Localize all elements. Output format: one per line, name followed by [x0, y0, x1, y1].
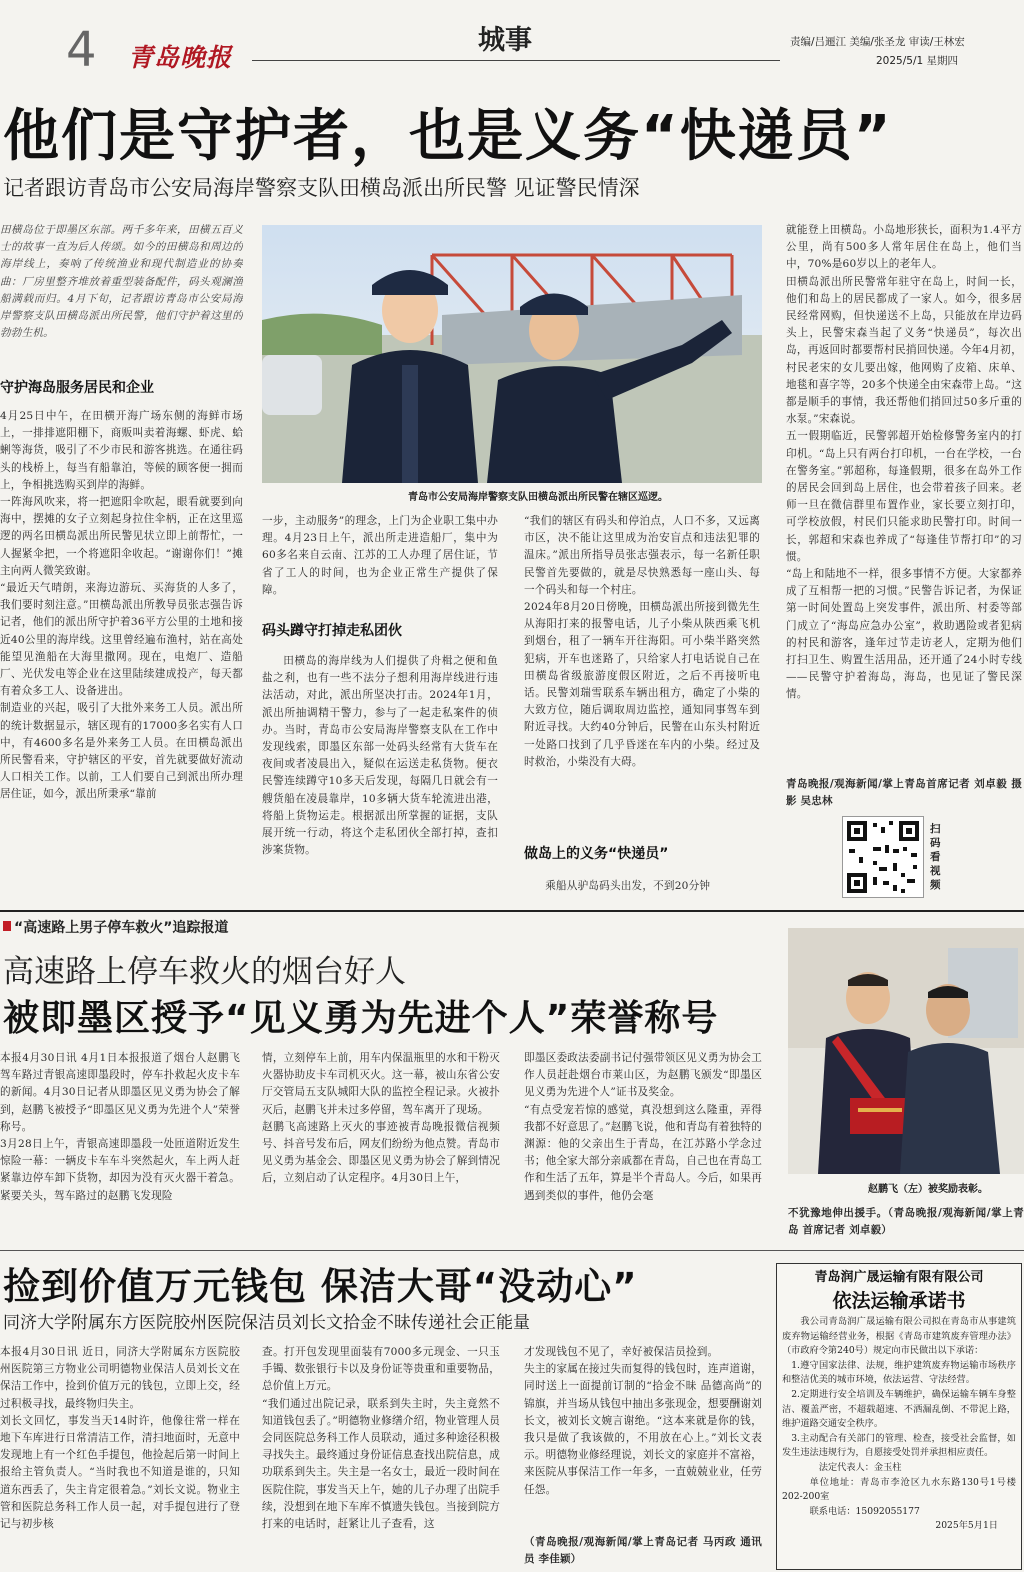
- story2-headline-bold: 被即墨区授予“见义勇为先进个人”荣誉称号: [3, 998, 719, 1039]
- notice-item-2: 2.定期进行安全培训及车辆维护，确保运输车辆车身整洁、覆盖严密，不超载超速、不洒漏乱倒、不带泥上路，维护道路交通安全秩序。: [782, 1388, 1016, 1430]
- masthead-logo: 青岛晚报: [128, 43, 233, 72]
- story3-byline: （青岛晚报/观海新闻/掌上青岛记者 马丙政 通讯员 李佳颖）: [524, 1536, 762, 1566]
- story2-col2: 情，立刻停车上前，用车内保温瓶里的水和干粉灭火器协助皮卡车司机灭火。这一幕，被山东省公安厅交管局五支队城阳大队的监控全程记录。火被扑灭后，赵鹏飞并未过多停留，驾车离开了现场。 赵鹏飞高速路上灭火的事迹被青岛晚报微信视频号、抖音号发布后，网友们纷纷为他点赞。青岛市见义勇为基金会、即墨区见义勇为协会了解到情况后，立刻启动了认定程序。4月30日上午，: [262, 1052, 500, 1185]
- notice-date: 2025年5月1日: [935, 1520, 998, 1532]
- story1-col2-body-b: 田横岛的海岸线为人们提供了舟楫之便和鱼盐之利，也有一些不法分子想利用海岸线进行违法活动，对此，派出所坚决打击。2024年1月，派出所抽调精干警力，参与了一起走私案件的侦办。当时，青岛市公安局海岸警察支队在工作中发现线索，即墨区东部一处码头经常有大货车在夜间或者凌晨出入，疑似在运送走私货物。便衣民警连续蹲守10多天后发现，每隔几日就会有一艘货船在凌晨靠岸，10多辆大货车轮流进出港，将船上货物运走。根据派出所掌握的证据，支队展开统一行动，将这个走私团伙全部打掉，查扣涉案货物。: [262, 655, 498, 857]
- issue-date: 2025/5/1 星期四: [876, 55, 958, 67]
- story1-photo-caption: 青岛市公安局海岸警察支队田横岛派出所民警在辖区巡逻。: [408, 492, 668, 503]
- story1-col2-body: 一步，主动服务”的理念，上门为企业职工集中办理。4月23日上午，派出所走进造船厂，集中为60多名来自云南、江苏的工人办理了居住证，节省了工人的时间，也为企业正常生产提供了保障。: [262, 515, 498, 596]
- notice-company: 青岛润广晟运输有限有限公司: [814, 1270, 984, 1285]
- story1-subhead-3: 做岛上的义务“快递员”: [524, 846, 669, 862]
- police-patrol-photo: [262, 225, 762, 483]
- story3-headline: 捡到价值万元钱包 保洁大哥“没动心”: [3, 1265, 638, 1308]
- story2-photo-caption: 赵鹏飞（左）被奖励表彰。: [868, 1184, 988, 1195]
- header-rule: [252, 60, 780, 61]
- editor-credits: 责编/吕逦江 美编/张圣龙 审读/王林宏: [790, 36, 965, 48]
- notice-representative: 法定代表人：金玉柱: [818, 1461, 902, 1473]
- notice-box: [776, 1263, 1022, 1570]
- story1-subhead-2: 码头蹲守打掉走私团伙: [262, 623, 402, 639]
- story1-byline: 青岛晚报/观海新闻/掌上青岛首席记者 刘卓毅 摄影 吴忠林: [786, 778, 1022, 808]
- story2-headline-light: 高速路上停车救火的烟台好人: [3, 954, 406, 990]
- story1-col1-body: 4月25日中午，在田横开海广场东侧的海鲜市场上，一排排遮阳棚下，商贩叫卖着海螺、虾虎、蛤蜊等海货，吸引了不少市民和游客挑选。在通往码头的栈桥上，每当有船靠泊，等候的顾客便一拥而上，争相挑选购买到岸的海鲜。 一阵海风吹来，将一把遮阳伞吹起，眼看就要到向海中，摆摊的女子立刻起身拉住伞柄，正在这里巡逻的两名田横岛派出所民警见状立即上前帮忙，一人握紧伞把，一个将遮阳伞收起。“谢谢你们！”摊主向两人微笑致谢。 “最近天气晴朗，来海边游玩、买海货的人多了，我们要时刻注意。”田横岛派出所教导员张志强告诉记者，他们的派出所守护着36平方公里的土地和接近40公里的海岸线。这里曾经遍布渔村，站在高处能望见渔船在大海里撒网。现在，电炮厂、造船厂、光伏发电等企业在这里陆续建成投产，每天都有着众多工人、设备进出。 制造业的兴起，吸引了大批外来务工人员。派出所的统计数据显示，辖区现有的17000多名实有人口中，有4600多名是外来务工人员。在田横岛派出所民警看来，守护辖区的平安，首先就要做好流动人口相关工作。以前，工人们要自己到派出所办理居住证，如今，派出所秉承“靠前: [0, 410, 243, 801]
- story2-divider: [0, 1250, 1024, 1251]
- qr-label: 扫码看视频: [930, 823, 941, 891]
- story1-subhead-1: 守护海岛服务居民和企业: [0, 380, 154, 396]
- notice-phone: 联系电话：15092055177: [809, 1505, 920, 1517]
- story3-col2: 查。打开包发现里面装有7000多元现金、一只玉手镯、数张银行卡以及身份证等贵重和重要物品，总价值上万元。 “我们通过出院记录，联系到失主时，失主竟然不知道钱包丢了。”明德物业修缮介绍，物业管理人员会同医院总务科工作人员联动，通过多种途径积极寻找失主。最终通过身份证信息查找出院信息，成功联系到失主。失主是一名女士，最近一段时间在医院住院，事发当天上午，她的儿子办理了出院手续，没想到在地下车库不慎遗失钱包。当接到院方打来的电话时，赶紧让儿子查看，这: [262, 1346, 500, 1531]
- notice-item-3: 3.主动配合有关部门的管理、检查，接受社会监督，如发生违法违规行为，自愿接受处罚并承担相应责任。: [782, 1432, 1016, 1459]
- story2-col1: 本报4月30日讯 4月1日本报报道了烟台人赵鹏飞驾车路过青银高速即墨段时，停车扑救起火皮卡车的新闻。4月30日记者从即墨区见义勇为协会了解到，赵鹏飞被授予“即墨区见义勇为先进个人”荣誉称号。 3月28日上午，青银高速即墨段一处匝道附近发生惊险一幕：一辆皮卡车车斗突然起火，车上两人赶紧靠边停车卸下货物，却因为没有灭火器干着急。紧要关头，驾车路过的赵鹏飞发现险: [0, 1052, 240, 1202]
- story1-col3-body: “我们的辖区有码头和停泊点，人口不多，又远离市区，决不能让这里成为治安盲点和违法犯罪的温床。”派出所指导员张志强表示，每一名新任职民警首先要做的，就是尽快熟悉每一座山头、每一个码头和每一个村庄。 2024年8月20日傍晚，田横岛派出所接到微先生从海阳打来的报警电话，儿子小柴从陕西乘飞机到烟台，租了一辆车开往海阳。可小柴半路突然犯病，开车也迷路了，只给家人打电话说自己在田横岛省级旅游度假区附近，之后不再接听电话。民警刘瑞雪联系车辆出租方，确定了小柴的大致方位，随后调取周边监控，通知同事驾车到附近寻找。大约40分钟后，民警在山东头村附近一处路口找到了几乎昏迷在车内的小柴。经过及时救治，小柴没有大碍。: [524, 515, 760, 768]
- section-title: 城事: [478, 25, 532, 56]
- story1-headline: 他们是守护者，也是义务“快递员”: [3, 104, 893, 169]
- notice-address: 单位地址：青岛市李沧区九水东路130号1号楼202-200室: [782, 1476, 1016, 1503]
- award-ceremony-photo: [788, 928, 1024, 1174]
- story3-subheadline: 同济大学附属东方医院胶州医院保洁员刘长文拾金不昧传递社会正能量: [3, 1313, 530, 1333]
- story1-divider: [0, 910, 1024, 912]
- page-number: 4: [66, 22, 97, 78]
- notice-item-1: 1.遵守国家法律、法规，维护建筑废弃物运输市场秩序和整洁优美的城市环境，依法运营、守法经营。: [782, 1359, 1016, 1386]
- notice-title: 依法运输承诺书: [832, 1290, 966, 1312]
- story1-subheadline: 记者跟访青岛市公安局海岸警察支队田横岛派出所民警 见证警民情深: [3, 176, 640, 200]
- story2-tag-marker: [3, 921, 11, 931]
- qr-code-icon[interactable]: [842, 816, 924, 898]
- story3-col3: 才发现钱包不见了，幸好被保洁员捡到。 失主的家属在接过失而复得的钱包时，连声道谢，同时送上一面提前订制的“拾金不昧 品德高尚”的锦旗，并当场从钱包中抽出多张现金，想要酬谢刘长文，被刘长文婉言谢绝。“这本来就是你的钱，我只是做了我该做的，不用放在心上。”刘长文表示。明德物业修经理说，刘长文的家庭并不富裕，来医院从事保洁工作一年多，一直兢兢业业，任劳任怨。: [524, 1346, 762, 1496]
- story2-col3: 即墨区委政法委副书记付强带领区见义勇为协会工作人员赶赴烟台市莱山区，为赵鹏飞颁发“即墨区见义勇为先进个人”证书及奖金。 “有点受宠若惊的感觉，真没想到这么隆重，弄得我都不好意思了。”赵鹏飞说，他和青岛有着独特的渊源：他的父亲出生于青岛，在江苏路小学念过书；他全家大部分亲戚都在青岛，自己也在青岛工作和生活了五年，算是半个青岛人。今后，如果再遇到类似的事件，他仍会毫: [524, 1052, 762, 1202]
- story1-col4-body: 就能登上田横岛。小岛地形狭长，面积为1.4平方公里，尚有500多人常年居住在岛上，他们当中，70%是60岁以上的老年人。 田横岛派出所民警常年驻守在岛上，时间一长，他们和岛上的居民都成了一家人。如今，很多居民经常网购，但快递送不上岛，只能放在岸边码头上，民警宋森当起了义务“快递员”，每次出岛，再返回时都要帮村民捎回快递。今年4月初，村民老宋的女儿要出嫁，他网购了皮箱、床单、地毯和喜字等，20多个快递全由宋森带上岛。“这都是顺手的事情，我还帮他们捎回过50多斤重的水泵。”宋森说。 五一假期临近，民警郭超开始检修警务室内的打印机。“岛上只有两台打印机，一台在学校，一台在警务室。”郭超称，每逢假期，很多在岛外工作的居民会回到岛上居住，也会带着孩子回来。老师一旦在微信群里布置作业，家长要立刻打印，可学校放假，村民们只能求助民警打印。时间一长，郭超和宋森也养成了“每逢佳节帮打印”的习惯。 “岛上和陆地不一样，很多事情不方便。大家都养成了互相帮一把的习惯。”民警告诉记者，为保证第一时间处置岛上突发事件，派出所、村委等部门成立了“海岛应急办公室”，救助遇险或者犯病的村民和游客，逢年过节走访老人，定期为他们打扫卫生、购置生活用品，还开通了24小时专线——民警守护着海岛，海岛，也见证了警民深情。: [786, 224, 1022, 701]
- story2-col4: 不犹豫地伸出援手。（青岛晚报/观海新闻/掌上青岛 首席记者 刘卓毅）: [788, 1207, 1024, 1237]
- story1-photo: [262, 225, 762, 483]
- story2-photo: [788, 928, 1024, 1174]
- story2-tag: “高速路上男子停车救火”追踪报道: [14, 920, 229, 936]
- story1-lead: 田横岛位于即墨区东部。两千多年来，田横五百义士的故事一直为后人传颂。如今的田横岛和周边的海岸线上，奏响了传统渔业和现代制造业的协奏曲：厂房里整齐堆放着重型装备配件，码头观澜渔船满载而归。4月下旬，记者跟访青岛市公安局海岸警察支队田横岛派出所民警，他们守护着这里的勃勃生机。: [0, 224, 243, 340]
- story1-col3-body-b: 乘船从驴岛码头出发，不到20分钟: [545, 880, 711, 892]
- story3-col1: 本报4月30日讯 近日，同济大学附属东方医院胶州医院第三方物业公司明德物业保洁人员刘长文在保洁工作中，捡到价值万元的钱包，立即上交，经过积极寻找，最终物归失主。 刘长文回忆，事发当天14时许，他像往常一样在地下车库进行日常清洁工作，清扫地面时，无意中发现地上有一个红色手提包，他捡起后第一时间上报给主管负责人。“当时我也不知道是谁的，只知道东西丢了，失主肯定很着急。”刘长文说。物业主管和医院总务科工作人员一起，对手提包进行了登记与初步核: [0, 1346, 240, 1531]
- notice-intro: 我公司青岛润广晟运输有限公司拟在青岛市从事建筑废弃物运输经营业务，根据《青岛市建筑废弃管理办法》（市政府令第240号）规定向市民做出以下承诺：: [782, 1316, 1016, 1357]
